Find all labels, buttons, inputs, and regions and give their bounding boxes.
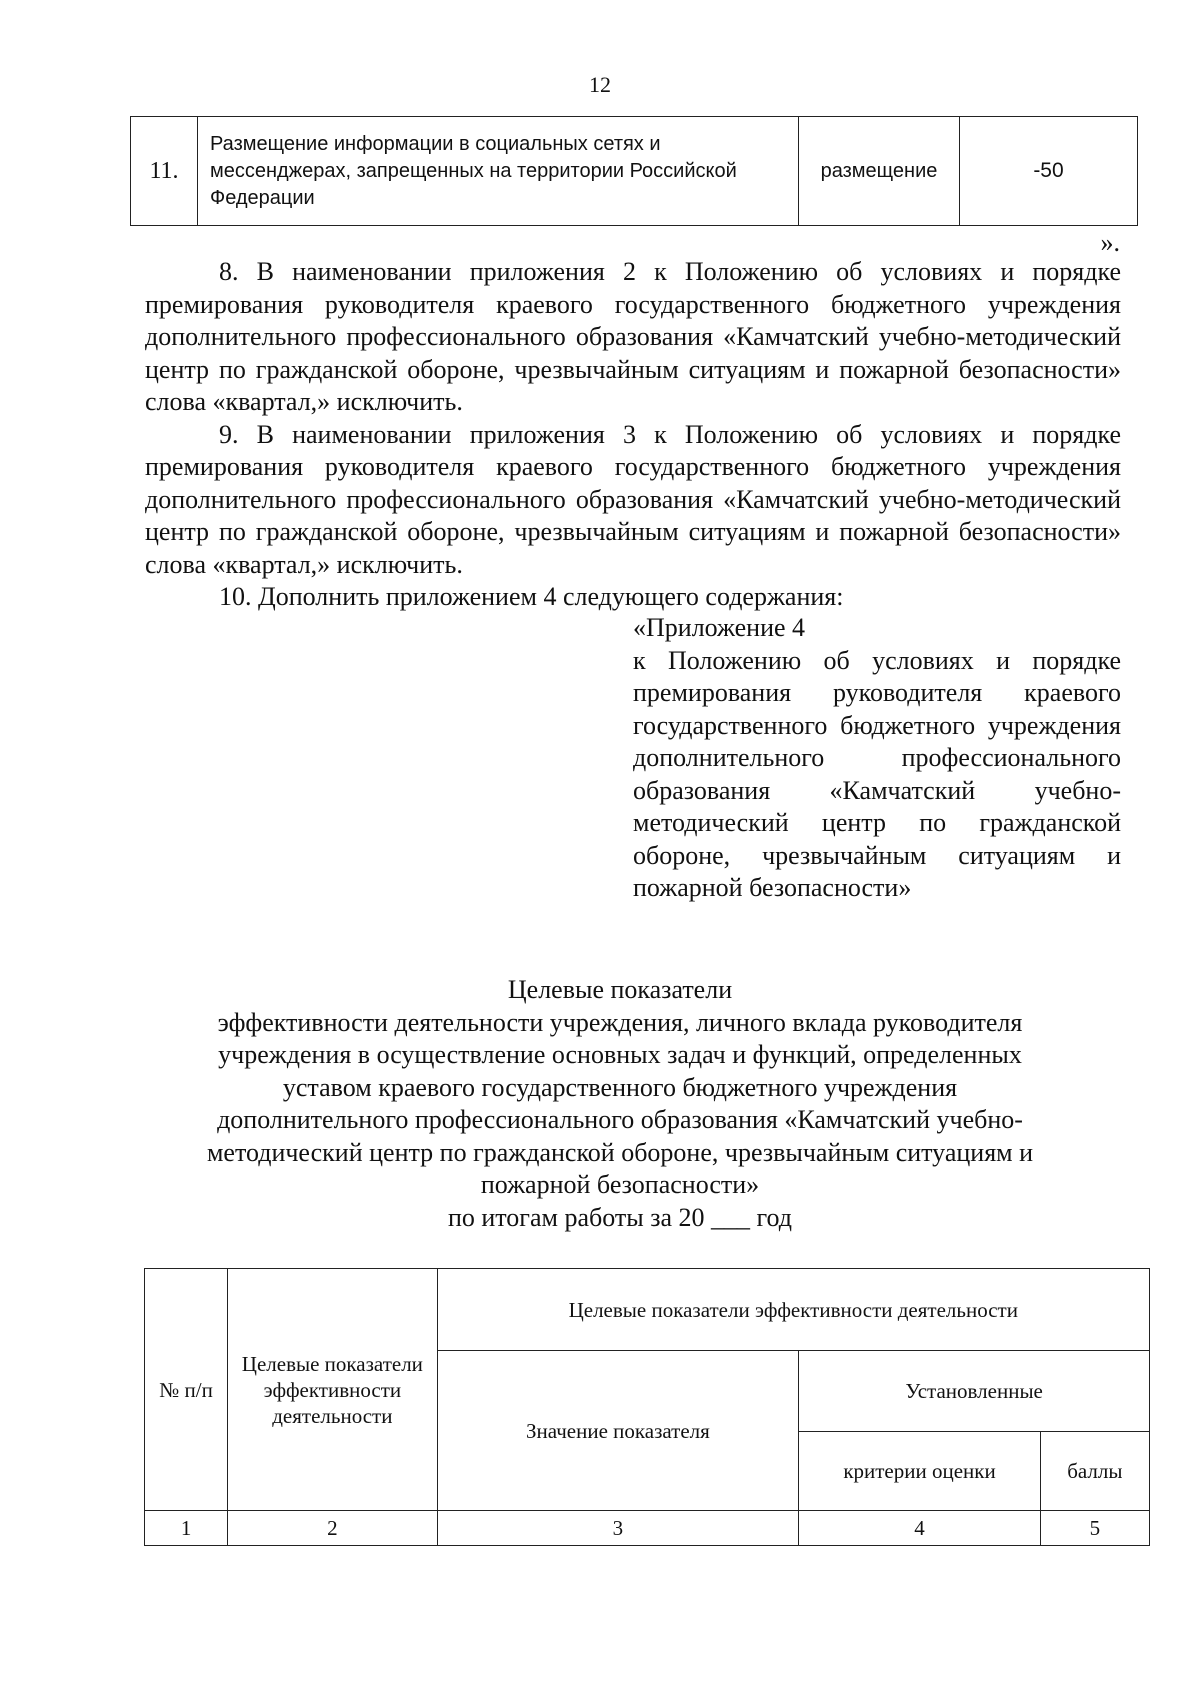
section-heading <box>130 974 1110 1234</box>
row-name: Размещение информации в социальных сетях и мессенджерах, запрещенных на территории Российской Федерации <box>198 117 799 226</box>
appendix-block <box>633 612 1121 905</box>
closing-quote: ». <box>1100 228 1120 257</box>
body-text <box>145 256 1121 614</box>
heading-line: эффективности деятельности учреждения, личного вклада руководителя <box>217 1007 1023 1037</box>
page-number: 12 <box>589 72 611 97</box>
header-established: Установленные <box>799 1351 1150 1432</box>
header-value: Значение показателя <box>437 1351 799 1511</box>
paragraph-8: 8. В наименовании приложения 2 к Положению об условиях и порядке премирования руководителя краевого государственного бюджетного учреждения дополнительного профессионального образования «Камчатский учебно-методический центр по гражданской обороне, чрезвычайным ситуациям и пожарной безопасности» слова «квартал,» исключить. <box>145 257 1121 416</box>
table-row <box>145 1511 1150 1546</box>
header-points: баллы <box>1040 1432 1149 1511</box>
indicators-table <box>144 1268 1150 1546</box>
heading-line: уставом краевого государственного бюджетного учреждения <box>282 1072 958 1102</box>
heading-period: по итогам работы за 20 ___ год <box>447 1202 793 1232</box>
header-group: Целевые показатели эффективности деятельности <box>437 1269 1149 1351</box>
header-indicators: Целевые показатели эффективности деятельности <box>228 1269 437 1511</box>
table-row <box>131 117 1138 226</box>
row-unit: размещение <box>799 117 960 226</box>
paragraph-10: 10. Дополнить приложением 4 следующего содержания: <box>219 582 844 611</box>
top-table <box>130 116 1138 226</box>
table-row <box>145 1269 1150 1351</box>
heading-title: Целевые показатели <box>507 975 733 1004</box>
heading-line: учреждения в осуществление основных задач и функций, определенных <box>218 1040 1022 1069</box>
row-number: 11. <box>131 117 198 226</box>
column-number: 2 <box>228 1511 437 1546</box>
column-number: 4 <box>799 1511 1040 1546</box>
heading-line: дополнительного профессионального образования «Камчатский учебно- <box>217 1105 1023 1134</box>
column-number: 3 <box>437 1511 799 1546</box>
header-criteria: критерии оценки <box>799 1432 1040 1511</box>
appendix-text: к Положению об условиях и порядке премирования руководителя краевого государственного бюджетного учреждения дополнительного профессионального образования «Камчатский учебно-методический центр по гражданской обороне, чрезвычайным ситуациям и пожарной безопасности» <box>633 645 1121 902</box>
row-score: -50 <box>960 117 1138 226</box>
heading-line: методический центр по гражданской обороне, чрезвычайным ситуациям и <box>206 1137 1034 1167</box>
column-number: 1 <box>145 1511 228 1546</box>
paragraph-9: 9. В наименовании приложения 3 к Положению об условиях и порядке премирования руководителя краевого государственного бюджетного учреждения дополнительного профессионального образования «Камчатский учебно-методический центр по гражданской обороне, чрезвычайным ситуациям и пожарной безопасности» слова «квартал,» исключить. <box>145 419 1121 579</box>
column-number: 5 <box>1040 1511 1149 1546</box>
appendix-title: «Приложение 4 <box>633 613 806 642</box>
header-number: № п/п <box>145 1269 228 1511</box>
heading-line: пожарной безопасности» <box>480 1170 760 1199</box>
